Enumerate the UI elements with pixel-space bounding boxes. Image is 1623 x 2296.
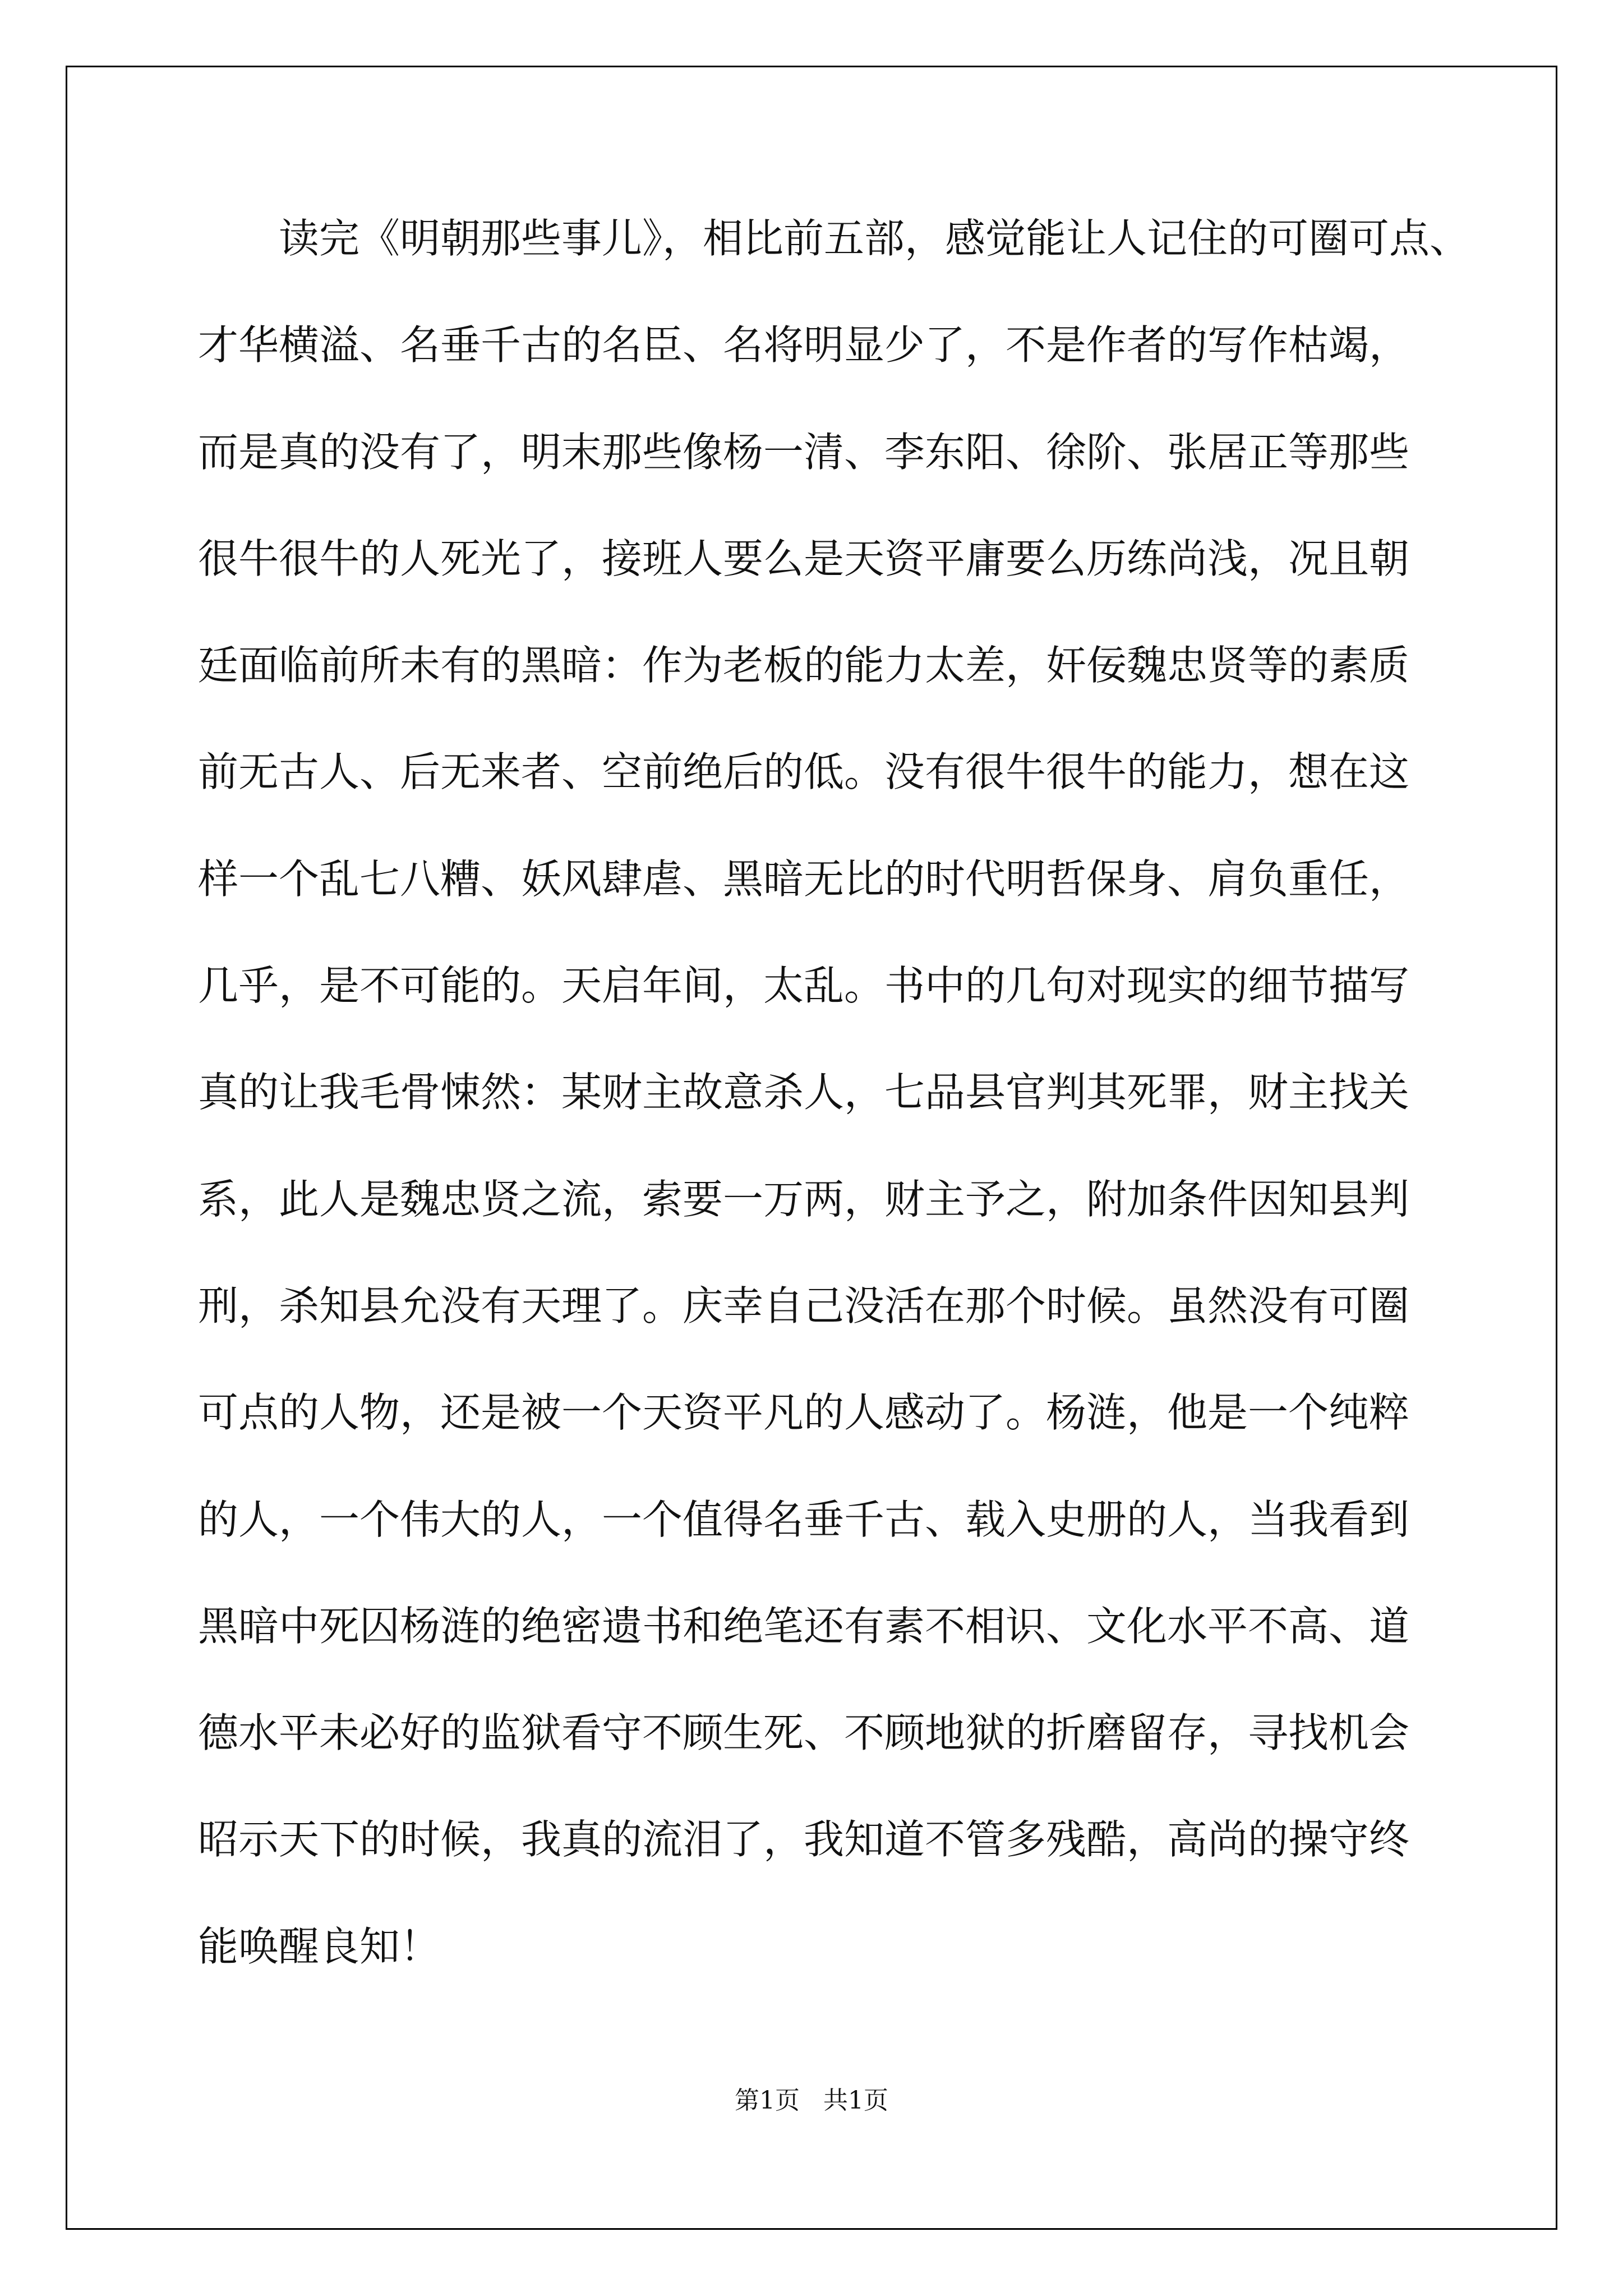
text-line: 读完《明朝那些事儿》，相比前五部，感觉能让人记住的可圈可点、 [279,215,1470,262]
body-paragraph [198,185,1470,2000]
text-line: 昭示天下的时候，我真的流泪了，我知道不管多残酷，高尚的操守终 [198,1816,1410,1864]
page-number-footer: 第1页 共1页 [735,2086,888,2115]
text-line: 德水平未必好的监狱看守不顾生死、不顾地狱的折磨留存，寻找机会 [198,1709,1410,1757]
text-line: 几乎，是不可能的。天启年间，太乱。书中的几句对现实的细节描写 [198,962,1410,1010]
text-line: 廷面临前所未有的黑暗：作为老板的能力太差，奸佞魏忠贤等的素质 [198,642,1410,689]
text-line: 样一个乱七八糟、妖风肆虐、黑暗无比的时代明哲保身、肩负重任， [198,855,1410,903]
text-line: 的人，一个伟大的人，一个值得名垂千古、载入史册的人，当我看到 [198,1496,1410,1543]
text-line: 才华横溢、名垂千古的名臣、名将明显少了，不是作者的写作枯竭， [198,321,1410,369]
text-line: 系，此人是魏忠贤之流，索要一万两，财主予之，附加条件因知县判 [198,1175,1410,1223]
text-line: 可点的人物，还是被一个天资平凡的人感动了。杨涟，他是一个纯粹 [198,1389,1410,1437]
text-line: 真的让我毛骨悚然：某财主故意杀人，七品县官判其死罪，财主找关 [198,1069,1410,1116]
text-line: 前无古人、后无来者、空前绝后的低。没有很牛很牛的能力，想在这 [198,748,1410,796]
text-line: 黑暗中死囚杨涟的绝密遗书和绝笔还有素不相识、文化水平不高、道 [198,1602,1410,1650]
text-line: 能唤醒良知！ [198,1922,441,1970]
text-line: 而是真的没有了，明末那些像杨一清、李东阳、徐阶、张居正等那些 [198,428,1410,476]
text-line: 很牛很牛的人死光了，接班人要么是天资平庸要么历练尚浅，况且朝 [198,535,1410,582]
text-line: 刑，杀知县允没有天理了。庆幸自己没活在那个时候。虽然没有可圈 [198,1282,1410,1329]
